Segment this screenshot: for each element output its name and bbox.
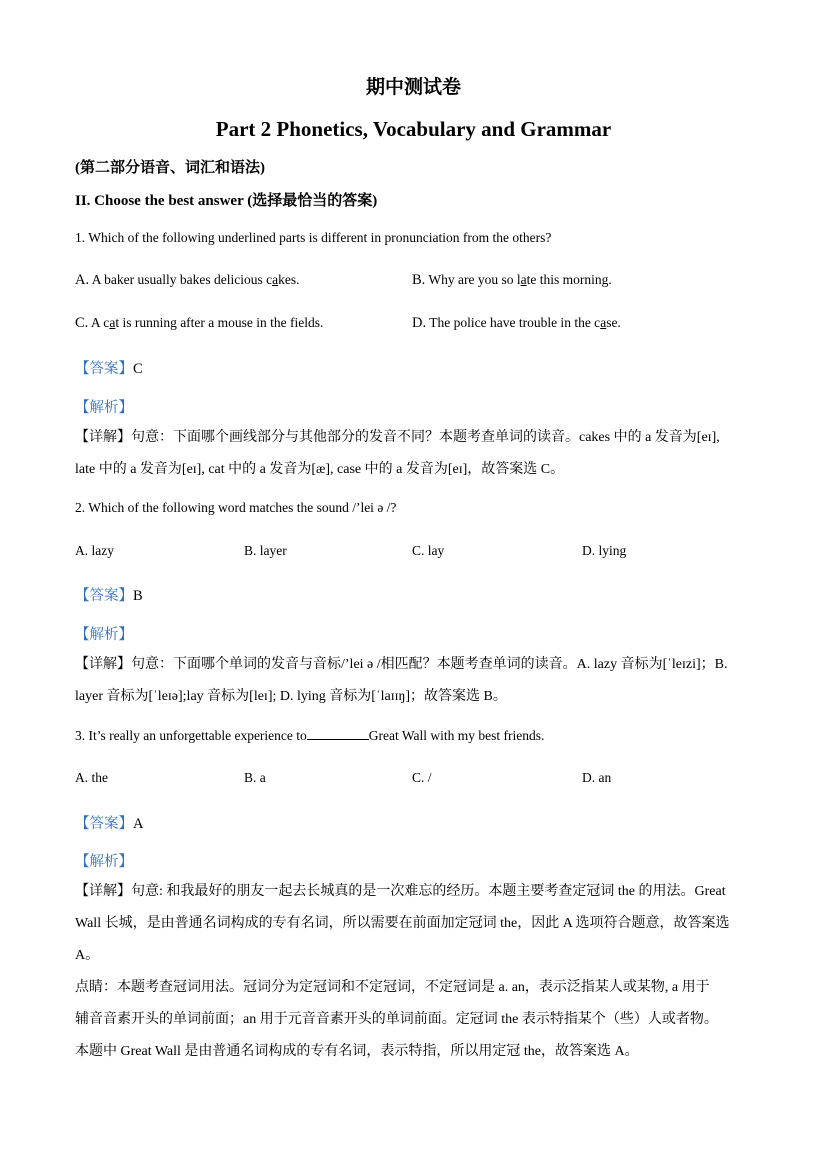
q2-option-a: A. lazy xyxy=(75,543,114,558)
q2-stem: 2. Which of the following word matches the sound /’lei ə /? xyxy=(75,500,397,515)
q3-analysis-label xyxy=(75,850,133,871)
q2-option-d: D. lying xyxy=(582,543,627,558)
detail-tag: 【详解】 xyxy=(75,657,131,672)
q3-detail-line-1: 句意: 和我最好的朋友一起去长城真的是一次难忘的经历。本题主要考查定冠词 the 的用法。Great xyxy=(131,884,726,899)
q3-option-b: B. a xyxy=(244,770,266,785)
q1-option-d-letter: D. xyxy=(412,315,427,331)
q3-note-line-3: 本题中 Great Wall 是由普通名词构成的专有名词，表示特指，所以用定冠 the，故答案选 A。 xyxy=(75,1044,639,1059)
q1-stem: 1. Which of the following underlined parts is different in pronunciation from the others? xyxy=(75,230,552,245)
q1-option-c-letter: C. xyxy=(75,315,89,331)
q3-blank xyxy=(307,727,369,740)
q1-option-d-text: The police have trouble in the c xyxy=(426,315,601,330)
analysis-tag: 【解析】 xyxy=(75,854,133,870)
q3-note-line-1: 本题考查冠词用法。冠词分为定冠词和不定冠词，不定冠词是 a. an，表示泛指某人或某物, a 用于 xyxy=(117,980,710,995)
q3-option-d: D. an xyxy=(582,770,612,785)
note-tag: 点睛： xyxy=(75,980,117,995)
q3-stem xyxy=(75,727,544,744)
q1-option-d-text-end: se. xyxy=(606,315,621,330)
q1-option-b xyxy=(412,272,612,289)
analysis-tag: 【解析】 xyxy=(75,400,133,416)
q1-option-d xyxy=(412,315,621,332)
q3-option-a: A. the xyxy=(75,770,108,785)
q1-detail-line-2: late 中的 a 发音为[eɪ], cat 中的 a 发音为[æ], case 中的 a 发音为[eɪ]，故答案选 C。 xyxy=(75,462,565,477)
q2-detail-line-2: layer 音标为[ˈleɪə];lay 音标为[leɪ]; D. lying 音标为[ˈlaɪɪŋ]；故答案选 B。 xyxy=(75,689,507,704)
question-group-heading: II. Choose the best answer (选择最恰当的答案) xyxy=(75,193,378,209)
q1-analysis-label xyxy=(75,396,133,417)
q2-detail-line-1: 句意：下面哪个单词的发音与音标/’lei ə /相匹配？本题考查单词的读音。A. lazy 音标为[ˈleɪzi]；B. xyxy=(131,657,728,672)
q1-option-c-underlined: a xyxy=(109,315,116,330)
page-title: 期中测试卷 xyxy=(365,77,461,98)
q1-option-b-letter: B. xyxy=(412,272,426,288)
q1-option-c-text-end: t is running after a mouse in the fields. xyxy=(115,315,324,330)
q3-detail-line-2: Wall 长城，是由普通名词构成的专有名词，所以需要在前面加定冠词 the，因此 A 选项符合题意，故答案选 xyxy=(75,916,730,931)
part-subtitle: Part 2 Phonetics, Vocabulary and Grammar xyxy=(215,117,612,141)
q1-option-b-text: Why are you so l xyxy=(425,272,521,287)
q2-option-c: C. lay xyxy=(412,543,445,558)
q1-option-a-text-end: kes. xyxy=(278,272,300,287)
q3-note-line-2: 辅音音素开头的单词前面；an 用于元音音素开头的单词前面。定冠词 the 表示特指某个（些）人或者物。 xyxy=(75,1012,718,1027)
q1-option-b-underlined: a xyxy=(520,272,527,287)
q1-option-d-underlined: a xyxy=(600,315,607,330)
q3-answer xyxy=(75,812,143,833)
q1-option-a xyxy=(75,272,299,289)
answer-tag: 【答案】 xyxy=(75,361,133,377)
detail-tag: 【详解】 xyxy=(75,884,131,899)
q1-answer xyxy=(75,357,143,378)
q1-answer-value: C xyxy=(133,361,143,377)
q2-analysis-label xyxy=(75,623,133,644)
detail-tag: 【详解】 xyxy=(75,430,131,445)
q3-stem-end: Great Wall with my best friends. xyxy=(368,728,545,743)
answer-tag: 【答案】 xyxy=(75,816,133,832)
q2-detail xyxy=(75,649,755,713)
q1-option-a-underlined: a xyxy=(272,272,279,287)
q1-option-a-letter: A. xyxy=(75,272,90,288)
section-heading: (第二部分语音、词汇和语法) xyxy=(75,160,265,176)
q1-detail-line-1: 句意：下面哪个画线部分与其他部分的发音不同？本题考查单词的读音。cakes 中的 a 发音为[eɪ], xyxy=(131,430,720,445)
analysis-tag: 【解析】 xyxy=(75,627,133,643)
q1-option-b-text-end: te this morning. xyxy=(526,272,612,287)
q3-detail-line-3: A。 xyxy=(75,948,100,963)
q3-answer-value: A xyxy=(133,816,144,832)
q1-detail xyxy=(75,422,755,486)
q3-stem-start: 3. It’s really an unforgettable experience to xyxy=(75,728,307,743)
q1-option-c-text: A c xyxy=(88,315,110,330)
q3-detail xyxy=(75,876,755,1068)
q2-option-b: B. layer xyxy=(244,543,287,558)
q3-option-c: C. / xyxy=(412,770,432,785)
q1-option-a-text: A baker usually bakes delicious c xyxy=(89,272,273,287)
answer-tag: 【答案】 xyxy=(75,588,133,604)
q2-answer xyxy=(75,584,143,605)
q2-answer-value: B xyxy=(133,588,143,604)
q1-option-c xyxy=(75,315,323,332)
